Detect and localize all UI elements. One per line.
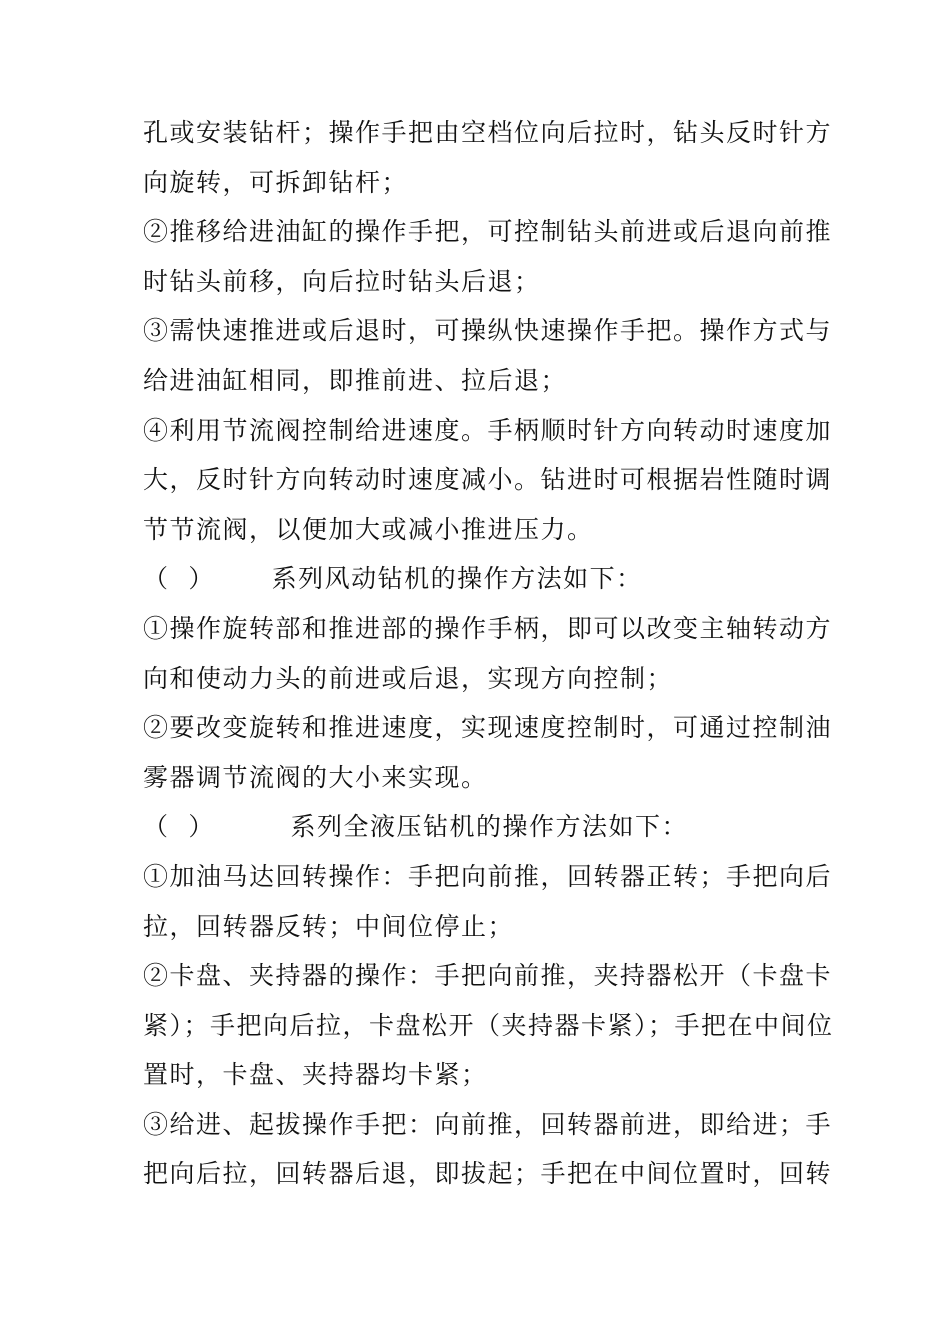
text-line: ③给进、起拔操作手把：向前推，回转器前进，即给进；手 bbox=[143, 1109, 833, 1139]
document-body bbox=[143, 108, 834, 1199]
text-line: ②卡盘、夹持器的操作：手把向前推，夹持器松开（卡盘卡 bbox=[143, 961, 833, 991]
text-line: ①加油马达回转操作：手把向前推，回转器正转；手把向后 bbox=[143, 861, 833, 891]
text-line: 孔或安装钻杆；操作手把由空档位向后拉时，钻头反时针方 bbox=[143, 118, 833, 147]
text-line: ②要改变旋转和推进速度，实现速度控制时，可通过控制油 bbox=[143, 713, 833, 743]
text-line: 向和使动力头的前进或后退，实现方向控制； bbox=[143, 663, 674, 693]
text-line: ④利用节流阀控制给进速度。手柄顺时针方向转动时速度加 bbox=[143, 415, 833, 445]
text-line: ③需快速推进或后退时，可操纵快速操作手把。操作方式与 bbox=[143, 316, 833, 346]
section-heading-hydraulic-drill: （ ） 系列全液压钻机的操作方法如下： bbox=[143, 812, 688, 842]
text-line: ②推移给进油缸的操作手把，可控制钻头前进或后退向前推 bbox=[143, 217, 833, 247]
text-line: 时钻头前移，向后拉时钻头后退； bbox=[143, 266, 541, 296]
text-line: 紧）；手把向后拉，卡盘松开（夹持器卡紧）；手把在中间位 bbox=[143, 1010, 834, 1040]
text-line: 拉，回转器反转；中间位停止； bbox=[143, 911, 515, 941]
text-line: 给进油缸相同，即推前进、拉后退； bbox=[143, 365, 568, 395]
text-line: 节节流阀，以便加大或减小推进压力。 bbox=[143, 514, 594, 544]
text-line: 大，反时针方向转动时速度减小。钻进时可根据岩性随时调 bbox=[143, 465, 833, 495]
text-line: ①操作旋转部和推进部的操作手柄，即可以改变主轴转动方 bbox=[143, 613, 833, 643]
text-line: 雾器调节流阀的大小来实现。 bbox=[143, 762, 488, 792]
text-line: 向旋转，可拆卸钻杆； bbox=[143, 167, 409, 197]
text-line: 把向后拉，回转器后退，即拔起；手把在中间位置时，回转 bbox=[143, 1159, 833, 1189]
section-heading-pneumatic-drill: （ ） 系列风动钻机的操作方法如下： bbox=[143, 564, 643, 594]
text-line: 置时，卡盘、夹持器均卡紧； bbox=[143, 1060, 488, 1090]
